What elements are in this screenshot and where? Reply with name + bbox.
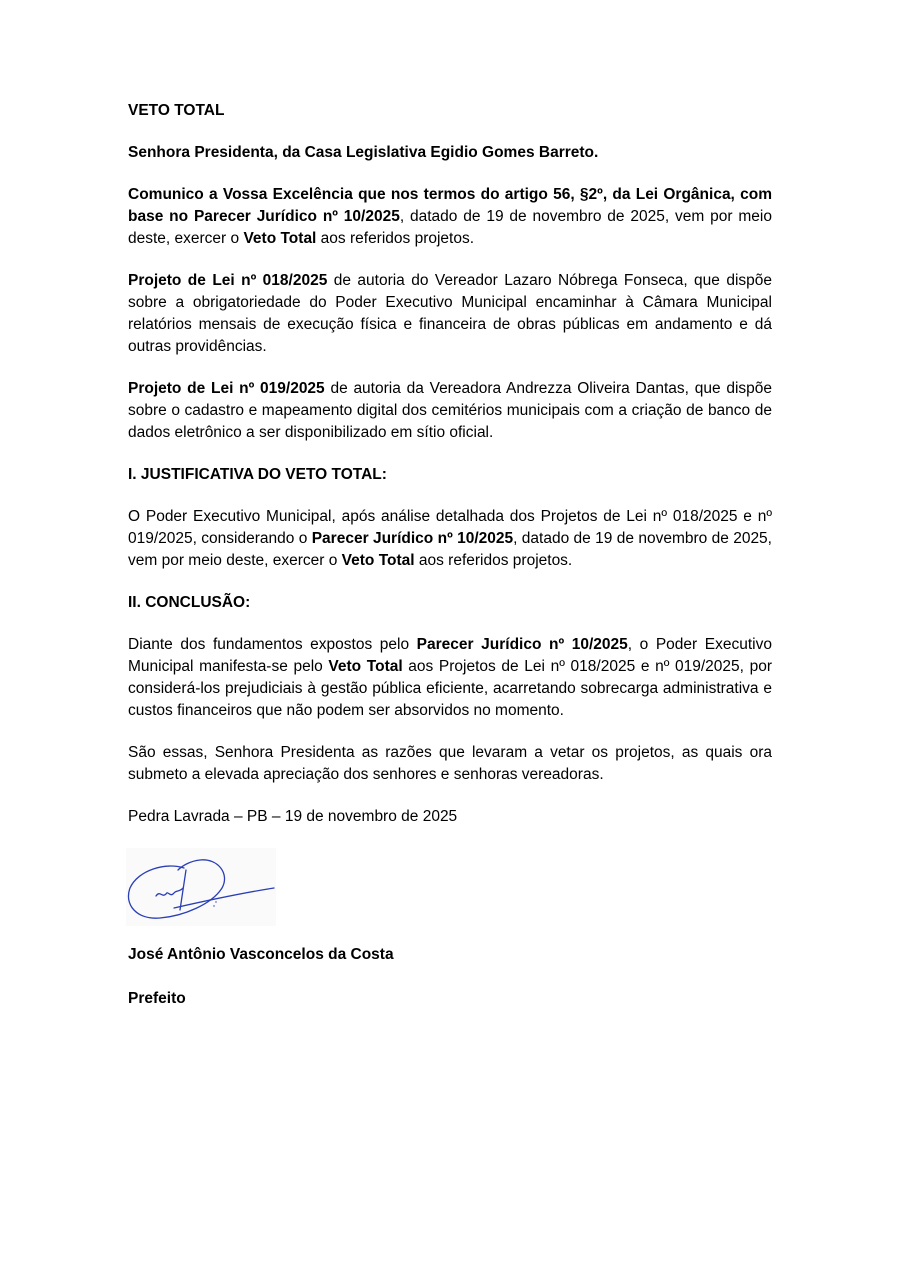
intro-text-2: aos referidos projetos. bbox=[316, 230, 475, 247]
signature-dot-2 bbox=[215, 901, 216, 902]
project-2-text: de autoria da Vereadora Andrezza Oliveira Dantas, que dispõe sobre o cadastro e mapeamento digital dos cemitérios municipais com a criação de banco de dados eletrônico a ser disponibilizado em sítio oficial. bbox=[128, 380, 773, 441]
section-1-veto: Veto Total bbox=[341, 552, 415, 569]
section-1-title: I. JUSTIFICATIVA DO VETO TOTAL: bbox=[128, 466, 387, 483]
signature-dot-1 bbox=[209, 899, 210, 900]
section-2-paragraph bbox=[128, 634, 772, 722]
signer-name: José Antônio Vasconcelos da Costa bbox=[128, 946, 394, 963]
project-2-paragraph bbox=[128, 378, 772, 444]
section-1-text-1: O Poder Executivo Municipal, após análise detalhada dos Projetos de Lei nº 018/2025 e nº 019/2025, considerando o bbox=[128, 508, 772, 547]
section-1-text-2: , datado de 19 de novembro de 2025, vem por meio deste, exercer o bbox=[128, 530, 772, 569]
document-heading: VETO TOTAL bbox=[128, 102, 225, 119]
salutation: Senhora Presidenta, da Casa Legislativa Egidio Gomes Barreto. bbox=[128, 144, 599, 161]
intro-text-1: , datado de 19 de novembro de 2025, vem por meio deste, exercer o bbox=[128, 208, 772, 247]
signature-dot-3 bbox=[213, 905, 214, 906]
closing-paragraph: São essas, Senhora Presidenta as razões que levaram a vetar os projetos, as quais ora submeto a elevada apreciação dos senhores e senhoras vereadoras. bbox=[128, 744, 772, 783]
project-1-paragraph bbox=[128, 270, 772, 358]
project-2-title: Projeto de Lei nº 019/2025 bbox=[128, 380, 325, 397]
signature-loop-stroke bbox=[128, 860, 224, 918]
document-page bbox=[128, 100, 772, 1032]
section-1-paragraph bbox=[128, 506, 772, 572]
project-1-title: Projeto de Lei nº 018/2025 bbox=[128, 272, 328, 289]
section-1-parecer: Parecer Jurídico nº 10/2025 bbox=[311, 530, 514, 547]
section-2-text-2: , o Poder Executivo Municipal manifesta-se pelo bbox=[128, 636, 772, 675]
section-2-title: II. CONCLUSÃO: bbox=[128, 594, 251, 611]
project-1-text: de autoria do Vereador Lazaro Nóbrega Fonseca, que dispõe sobre a obrigatoriedade do Poder Executivo Municipal encaminhar à Câmara Municipal relatórios mensais de execução física e financeira de obras públicas em andamento e dá outras providências. bbox=[128, 272, 772, 355]
signature-initials-stroke bbox=[156, 888, 183, 896]
signature-image bbox=[126, 848, 276, 926]
intro-paragraph bbox=[128, 184, 772, 250]
section-2-veto: Veto Total bbox=[328, 658, 403, 675]
section-2-text-3: aos Projetos de Lei nº 018/2025 e nº 019/2025, por considerá-los prejudiciais à gestão pública eficiente, acarretando sobrecarga administrativa e custos financeiros que não podem ser absorvidos no momento. bbox=[128, 658, 772, 719]
intro-veto-text: Veto Total bbox=[243, 230, 317, 247]
intro-bold-text: Comunico a Vossa Excelência que nos termos do artigo 56, §2º, da Lei Orgânica, com base no Parecer Jurídico nº 10/2025 bbox=[128, 186, 772, 225]
place-date: Pedra Lavrada – PB – 19 de novembro de 2025 bbox=[128, 808, 458, 825]
section-2-parecer: Parecer Jurídico nº 10/2025 bbox=[416, 636, 628, 653]
section-1-text-3: aos referidos projetos. bbox=[414, 552, 573, 569]
signer-role: Prefeito bbox=[128, 990, 186, 1007]
signature-tail-stroke bbox=[174, 888, 274, 908]
section-2-text-1: Diante dos fundamentos expostos pelo bbox=[128, 636, 417, 653]
